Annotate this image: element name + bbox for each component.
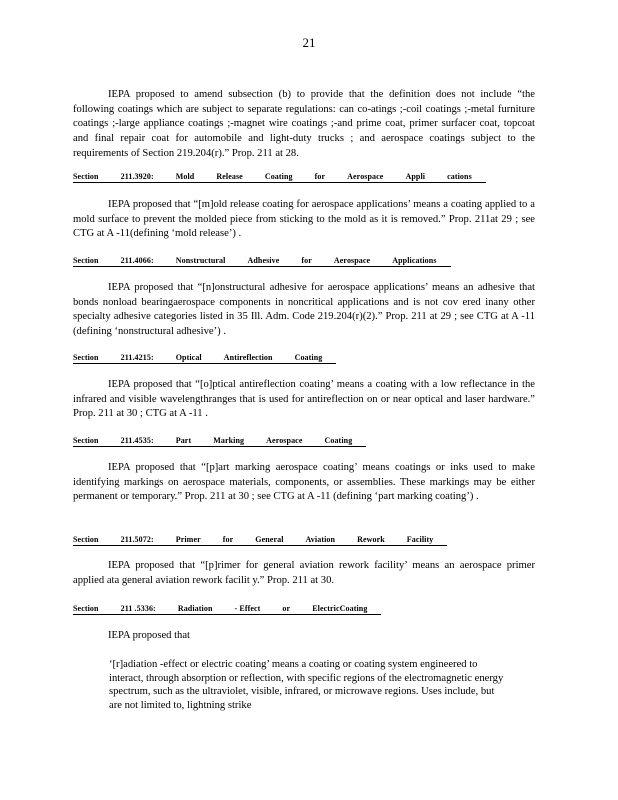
heading-word: Aerospace: [347, 172, 384, 181]
heading-word: 211.5072:: [120, 535, 154, 544]
heading-word: ElectricCoating: [312, 604, 368, 613]
heading-word: Release: [216, 172, 243, 181]
heading-word: Coating: [264, 172, 293, 181]
section-heading-mold-release: [73, 172, 486, 183]
heading-word: Primer: [175, 535, 201, 544]
heading-word: Coating: [294, 353, 323, 362]
heading-word: Section: [73, 256, 99, 265]
heading-word: Marking: [213, 436, 245, 445]
heading-word: Aviation: [305, 535, 336, 544]
heading-word: for: [222, 535, 234, 544]
heading-word: 211.4066:: [120, 256, 154, 265]
heading-word: for: [314, 172, 326, 181]
section-heading-primer-general-aviation: [73, 535, 447, 546]
heading-word: Applications: [392, 256, 437, 265]
page-number: 21: [302, 35, 316, 50]
heading-word: Rework: [357, 535, 385, 544]
section-text-radiation-effect: IEPA proposed that: [108, 630, 191, 641]
heading-word: Radiation: [177, 604, 213, 613]
heading-word: Antireflection: [223, 353, 273, 362]
heading-word: Section: [73, 535, 99, 544]
intro-paragraph: IEPA proposed to amend subsection (b) to provide that the definition does not include “the following coatings which are subject to separate regulations: can co-atings ;-coil coatings ;-metal furniture coatings ;-large appliance coatings ;-magnet wire coatings ;-and prime coat, primer surfacer coat, topcoat and final repair coat for automobile and light-duty trucks ; and aerospace coatings subject to the requirements of Section 219.204(r).” Prop. 211 at 28.: [73, 89, 535, 159]
block-quote-radiation-definition: ‘[r]adiation -effect or electric coating’ means a coating or coating system engineered to interact, through absorption or reflection, with specific regions of the electromagnetic energy spectrum, such as the ultraviolet, visible, infrared, or microwave regions. Uses include, but are not limited to, lightning strike: [109, 659, 504, 711]
heading-word: Mold: [175, 172, 195, 181]
heading-word: cations: [447, 172, 472, 181]
heading-word: Adhesive: [247, 256, 280, 265]
heading-word: Nonstructural: [175, 256, 226, 265]
section-text-part-marking: IEPA proposed that “[p]art marking aerospace coating’ means coatings or inks used to make identifying markings on aerospace materials, components, or assemblies. These markings may be either permanent or temporary.” Prop. 211 at 30 ; see CTG at A -11 (defining ‘part marking coating’) .: [73, 462, 535, 503]
heading-word: 211 .5336:: [120, 604, 156, 613]
heading-word: Section: [73, 172, 99, 181]
section-heading-nonstructural-adhesive: [73, 256, 451, 267]
section-heading-part-marking: [73, 436, 366, 447]
heading-word: Optical: [175, 353, 202, 362]
heading-word: Part: [175, 436, 192, 445]
section-text-mold-release: IEPA proposed that “[m]old release coating for aerospace applications’ means a coating applied to a mold surface to prevent the molded piece from sticking to the mold as it is removed.” Prop. 211at 29 ; see CTG at A -11(defining ‘mold release’) .: [73, 199, 535, 240]
heading-word: or: [282, 604, 291, 613]
heading-word: Section: [73, 353, 99, 362]
heading-word: Section: [73, 604, 99, 613]
section-heading-optical-antireflection: [73, 353, 336, 364]
section-text-optical-antireflection: IEPA proposed that “[o]ptical antireflection coating’ means a coating with a low reflectance in the infrared and visible wavelengthranges that is used for antireflection on or near optical and laser hardware.” Prop. 211 at 30 ; CTG at A -11 .: [73, 379, 535, 420]
heading-word: 211.3920:: [120, 172, 154, 181]
heading-word: Facility: [406, 535, 434, 544]
heading-word: for: [301, 256, 312, 265]
heading-word: Aerospace: [266, 436, 303, 445]
heading-word: Appli: [405, 172, 426, 181]
heading-word: General: [255, 535, 284, 544]
section-text-primer-general-aviation: IEPA proposed that “[p]rimer for general aviation rework facility’ means an aerospace primer applied ata general aviation rework facilit y.” Prop. 211 at 30.: [73, 560, 535, 586]
section-heading-radiation-effect: [73, 604, 381, 615]
heading-word: Coating: [324, 436, 353, 445]
section-text-nonstructural-adhesive: IEPA proposed that “[n]onstructural adhesive for aerospace applications’ means an adhesive that bonds nonload bearingaerospace components in noncritical applications and is not cov ered inany other specialty adhesive categories listed in 35 Ill. Adm. Code 219.204(r)(2).” Prop. 211 at 29 ; see CTG at A -11 (defining ‘nonstructural adhesive’) .: [73, 282, 535, 338]
heading-word: 211.4535:: [120, 436, 154, 445]
heading-word: 211.4215:: [120, 353, 154, 362]
heading-word: Aerospace: [333, 256, 371, 265]
heading-word: Section: [73, 436, 99, 445]
heading-word: - Effect: [234, 604, 261, 613]
